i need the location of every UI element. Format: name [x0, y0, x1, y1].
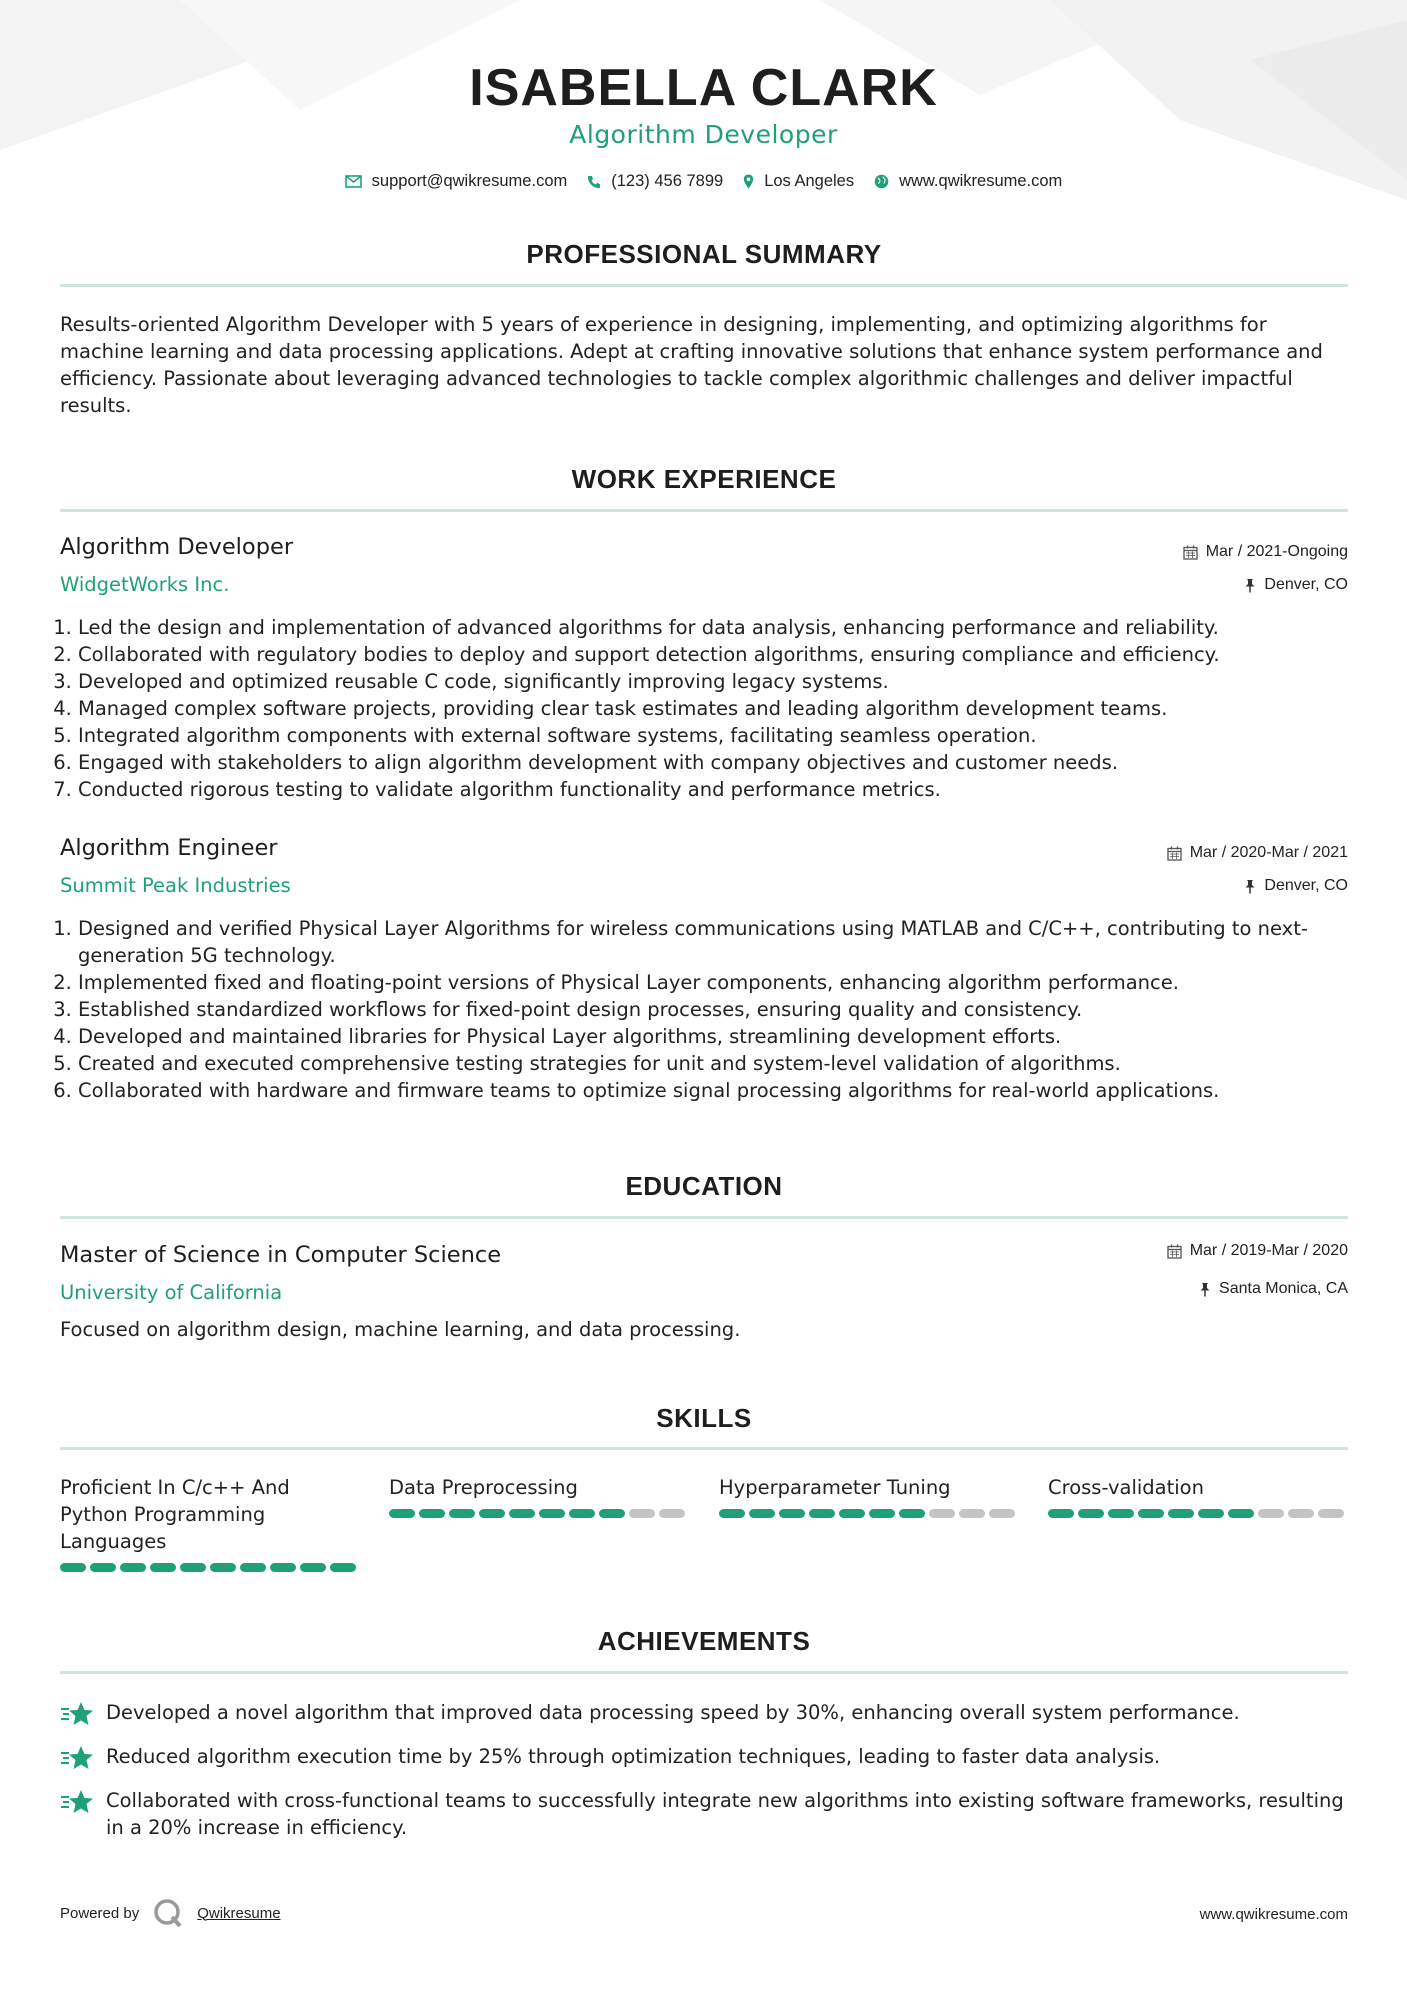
calendar-icon [1167, 846, 1182, 861]
skill-segment-filled [1228, 1509, 1254, 1518]
globe-icon [874, 174, 889, 189]
skill-segment-empty [1318, 1509, 1344, 1518]
section-title-skills: SKILLS [656, 1403, 752, 1433]
skill-segment-filled [899, 1509, 925, 1518]
skill-segment-empty [659, 1509, 685, 1518]
skill-segment-filled [210, 1563, 236, 1572]
list-item: 6. Collaborated with hardware and firmware teams to optimize signal processing algorithms for real-world applications. [78, 1077, 1378, 1104]
section-divider [60, 1447, 1348, 1450]
star-achievement-icon [60, 1745, 94, 1771]
skill-name: Hyperparameter Tuning [719, 1476, 951, 1499]
skill-segment-empty [1288, 1509, 1314, 1518]
pushpin-icon [1199, 1282, 1211, 1297]
skill-segment-filled [330, 1563, 356, 1572]
skill-level-meter [1048, 1509, 1348, 1518]
skill-segment-filled [120, 1563, 146, 1572]
education-description: Focused on algorithm design, machine learning, and data processing. [60, 1318, 741, 1341]
list-item: 3. Developed and optimized reusable C code, significantly improving legacy systems. [78, 668, 1378, 695]
list-item: 1. Led the design and implementation of advanced algorithms for data analysis, enhancing performance and reliability. [78, 614, 1378, 641]
qwikresume-logo-icon [153, 1898, 183, 1928]
contact-email-text: support@qwikresume.com [371, 172, 568, 190]
achievement-text: Collaborated with cross-functional teams to successfully integrate new algorithms into existing software frameworks, resulting in a 20% increase in efficiency. [106, 1789, 1344, 1839]
job-location [1244, 576, 1348, 594]
job-date-text: Mar / 2020-Mar / 2021 [1189, 844, 1348, 861]
footer-brand-link[interactable]: Qwikresume [197, 1904, 281, 1922]
skill-segment-filled [1138, 1509, 1164, 1518]
education-date-text: Mar / 2019-Mar / 2020 [1189, 1242, 1348, 1259]
skill-segment-filled [389, 1509, 415, 1518]
list-item: 5. Created and executed comprehensive testing strategies for unit and system-level validation of algorithms. [78, 1050, 1378, 1077]
achievement-item [60, 1787, 1350, 1841]
education-location-text: Santa Monica, CA [1219, 1280, 1348, 1297]
candidate-role: Algorithm Developer [569, 120, 838, 149]
pushpin-icon [1244, 879, 1256, 894]
skill-segment-filled [749, 1509, 775, 1518]
skill-segment-empty [1258, 1509, 1284, 1518]
contact-location-text: Los Angeles [764, 172, 855, 190]
list-item: 2. Implemented fixed and floating-point versions of Physical Layer components, enhancing algorithm performance. [78, 969, 1378, 996]
achievement-text: Developed a novel algorithm that improved data processing speed by 30%, enhancing overall system performance. [106, 1701, 1240, 1724]
skill-item [1048, 1474, 1348, 1518]
star-achievement-icon [60, 1701, 94, 1727]
contact-website[interactable] [874, 172, 1062, 191]
skill-segment-filled [300, 1563, 326, 1572]
job-title: Algorithm Developer [60, 534, 294, 560]
achievement-item [60, 1743, 1350, 1775]
contact-email[interactable] [345, 172, 568, 191]
contact-website-text: www.qwikresume.com [899, 172, 1063, 190]
star-achievement-icon [60, 1789, 94, 1815]
list-item: 6. Engaged with stakeholders to align algorithm development with company objectives and customer needs. [78, 749, 1378, 776]
skill-item [719, 1474, 1019, 1518]
education-school: University of California [60, 1281, 283, 1304]
skill-level-meter [389, 1509, 689, 1518]
list-item: 2. Collaborated with regulatory bodies to deploy and support detection algorithms, ensuring compliance and efficiency. [78, 641, 1378, 668]
contact-phone[interactable] [587, 172, 723, 191]
skill-segment-filled [1198, 1509, 1224, 1518]
skill-segment-filled [479, 1509, 505, 1518]
powered-by-label: Powered by [60, 1904, 140, 1922]
skill-segment-empty [989, 1509, 1015, 1518]
education-location [1199, 1280, 1348, 1298]
skill-segment-filled [1048, 1509, 1074, 1518]
calendar-icon [1167, 1244, 1182, 1259]
skill-segment-filled [509, 1509, 535, 1518]
skill-segment-filled [599, 1509, 625, 1518]
list-item: 1. Designed and verified Physical Layer Algorithms for wireless communications using MATLAB and C/C++, contributing to next-generation 5G technology. [78, 915, 1378, 969]
skill-name: Proficient In C/c++ And Python Programming Languages [60, 1476, 290, 1553]
achievement-text: Reduced algorithm execution time by 25% through optimization techniques, leading to faster data analysis. [106, 1745, 1161, 1768]
job-location [1244, 877, 1348, 895]
skill-segment-filled [449, 1509, 475, 1518]
summary-text: Results-oriented Algorithm Developer with 5 years of experience in designing, implementing, and optimizing algorithms for machine learning and data processing applications. Adept at crafting innovative solutions that enhance system performance and efficiency. Passionate about leveraging advanced technologies to tackle complex algorithmic challenges and deliver impactful results. [60, 313, 1323, 417]
job-title: Algorithm Engineer [60, 835, 278, 861]
section-divider [60, 509, 1348, 512]
skill-segment-filled [1108, 1509, 1134, 1518]
skill-segment-filled [1078, 1509, 1104, 1518]
skill-name: Cross-validation [1048, 1476, 1204, 1499]
job-location-text: Denver, CO [1264, 877, 1348, 894]
skill-segment-filled [539, 1509, 565, 1518]
section-title-experience: WORK EXPERIENCE [571, 464, 837, 494]
job-company: WidgetWorks Inc. [60, 573, 230, 596]
contact-location [743, 172, 854, 191]
candidate-name: ISABELLA CLARK [469, 59, 938, 117]
skill-segment-filled [180, 1563, 206, 1572]
education-degree: Master of Science in Computer Science [60, 1242, 502, 1268]
skill-segment-filled [1168, 1509, 1194, 1518]
list-item: 4. Managed complex software projects, providing clear task estimates and leading algorithm development teams. [78, 695, 1378, 722]
section-divider [60, 1216, 1348, 1219]
list-item: 5. Integrated algorithm components with external software systems, facilitating seamless operation. [78, 722, 1378, 749]
job-bullets [54, 915, 1378, 1104]
phone-icon [587, 175, 601, 189]
envelope-icon [345, 175, 362, 188]
achievement-item [60, 1699, 1350, 1731]
skill-segment-filled [839, 1509, 865, 1518]
skill-segment-filled [869, 1509, 895, 1518]
skill-level-meter [719, 1509, 1019, 1518]
skill-item [389, 1474, 689, 1518]
section-title-achievements: ACHIEVEMENTS [597, 1626, 811, 1656]
list-item: 3. Established standardized workflows for fixed-point design processes, ensuring quality and consistency. [78, 996, 1378, 1023]
skill-segment-filled [809, 1509, 835, 1518]
skill-item [60, 1474, 360, 1572]
skill-segment-filled [150, 1563, 176, 1572]
skill-segment-filled [90, 1563, 116, 1572]
skill-segment-empty [929, 1509, 955, 1518]
list-item: 4. Developed and maintained libraries for Physical Layer algorithms, streamlining development efforts. [78, 1023, 1378, 1050]
section-divider [60, 1671, 1348, 1674]
job-bullets [54, 614, 1378, 803]
map-pin-icon [743, 174, 754, 189]
job-date [1167, 844, 1348, 862]
skill-segment-filled [569, 1509, 595, 1518]
skill-name: Data Preprocessing [389, 1476, 578, 1499]
calendar-icon [1183, 545, 1198, 560]
pushpin-icon [1244, 578, 1256, 593]
list-item: 7. Conducted rigorous testing to validate algorithm functionality and performance metrics. [78, 776, 1378, 803]
job-location-text: Denver, CO [1264, 576, 1348, 593]
contact-bar [0, 172, 1407, 191]
footer-powered-by [60, 1898, 281, 1928]
skill-segment-filled [270, 1563, 296, 1572]
skill-segment-filled [719, 1509, 745, 1518]
education-date [1167, 1242, 1348, 1260]
job-date-text: Mar / 2021-Ongoing [1205, 543, 1348, 560]
skill-segment-filled [240, 1563, 266, 1572]
section-divider [60, 284, 1348, 287]
section-title-summary: PROFESSIONAL SUMMARY [526, 239, 882, 269]
job-company: Summit Peak Industries [60, 874, 291, 897]
contact-phone-text: (123) 456 7899 [611, 172, 724, 190]
skill-segment-filled [779, 1509, 805, 1518]
skill-segment-filled [419, 1509, 445, 1518]
skill-segment-empty [959, 1509, 985, 1518]
skill-level-meter [60, 1563, 360, 1572]
job-date [1183, 543, 1348, 561]
footer-website[interactable]: www.qwikresume.com [1199, 1906, 1348, 1923]
skill-segment-empty [629, 1509, 655, 1518]
section-title-education: EDUCATION [625, 1171, 783, 1201]
skill-segment-filled [60, 1563, 86, 1572]
